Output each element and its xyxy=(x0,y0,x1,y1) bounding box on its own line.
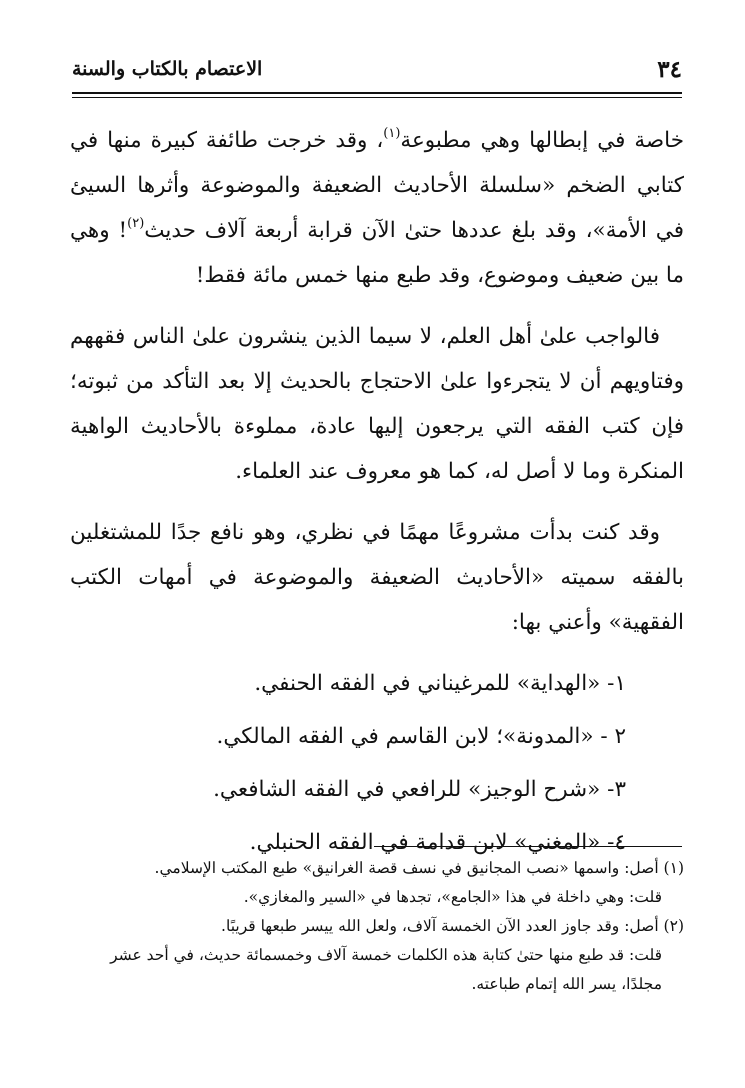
running-title: الاعتصام بالكتاب والسنة xyxy=(72,58,263,80)
book-list xyxy=(70,661,684,865)
footnote-2: (٢) أصل: وقد جاوز العدد الآن الخمسة آلاف، ولعل الله ييسر طبعها قريبًا. xyxy=(221,917,684,935)
footnote-separator xyxy=(374,846,682,847)
list-item: ١- «الهداية» للمرغيناني في الفقه الحنفي. xyxy=(254,671,626,696)
paragraph-1 xyxy=(70,118,684,298)
footnote-marker-1: (١) xyxy=(383,126,401,141)
footnote-marker-2: (٢) xyxy=(127,216,145,231)
paragraph-2: فالواجب علىٰ أهل العلم، لا سيما الذين ينشرون علىٰ الناس فقههم وفتاويهم أن لا يتجرءوا علىٰ الاحتجاج بالحديث إلا بعد التأكد من ثبوته؛ فإن كتب الفقه التي يرجعون إليها عادة، مملوءة بالأحاديث الواهية المنكرة وما لا أصل له، كما هو معروف عند العلماء. xyxy=(70,324,684,484)
main-text xyxy=(70,118,684,873)
paragraph-1-part-a: خاصة في إبطالها وهي مطبوعة xyxy=(400,128,684,153)
footnote-2-note: قلت: قد طبع منها حتىٰ كتابة هذه الكلمات خمسة آلاف وخمسمائة حديث، في أحد عشر مجلدًا، يسر الله إتمام طباعته. xyxy=(110,946,662,993)
list-item: ٤- «المغني» لابن قدامة في الفقه الحنبلي. xyxy=(249,830,626,855)
footnote-1: (١) أصل: واسمها «نصب المجانيق في نسف قصة الغرانيق» طبع المكتب الإسلامي. xyxy=(154,859,684,877)
list-item: ٣- «شرح الوجيز» للرافعي في الفقه الشافعي. xyxy=(213,777,626,802)
paragraph-3: وقد كنت بدأت مشروعًا مهمًا في نظري، وهو نافع جدًا للمشتغلين بالفقه سميته «الأحاديث الضعيفة والموضوعة في أمهات الكتب الفقهية» وأعني بها: xyxy=(70,520,684,635)
header-rule xyxy=(72,92,682,98)
footnote-1-note: قلت: وهي داخلة في هذا «الجامع»، تجدها في «السير والمغازي». xyxy=(243,888,662,906)
paragraph-1-part-c: ! وهي ما بين ضعيف وموضوع، وقد طبع منها خمس مائة فقط! xyxy=(70,218,684,288)
page-number: ٣٤ xyxy=(657,56,682,83)
footnotes xyxy=(70,854,684,999)
list-item: ٢ - «المدونة»؛ لابن القاسم في الفقه المالكي. xyxy=(216,724,626,749)
page-header xyxy=(72,56,682,90)
paragraph-1-part-b: ، وقد خرجت طائفة كبيرة منها في كتابي الضخم «سلسلة الأحاديث الضعيفة والموضوعة وأثرها السيئ في الأمة»، وقد بلغ عددها حتىٰ الآن قرابة أربعة آلاف حديث xyxy=(70,128,684,243)
